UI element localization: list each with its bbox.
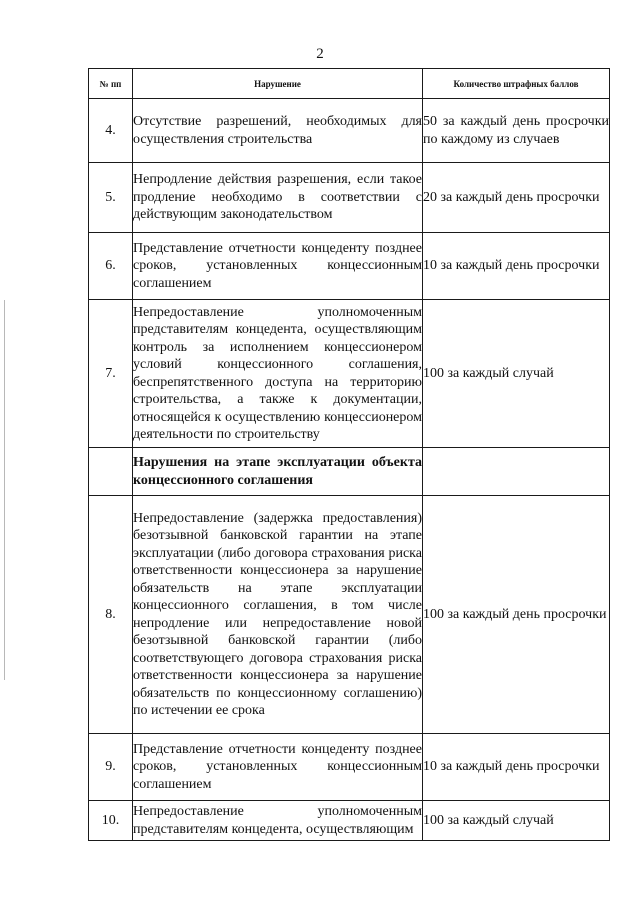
row-violation: Непредоставление (задержка предоставления) безотзывной банковской гарантии на этапе эксплуатации (либо договора страхования риска ответственности концессионера за нарушение обязательств на этапе эксплуатации концессионного соглашения, в том числе непродление или непредоставление новой безотзывной банковской гарантии (либо соответствующего договора страхования риска ответственности концессионера за нарушение обязательств по концессионному соглашению) по истечении ее срока xyxy=(133,496,423,734)
table-header-row xyxy=(89,69,610,99)
section-row xyxy=(89,448,610,496)
table-row xyxy=(89,99,610,163)
row-points: 10 за каждый день просрочки xyxy=(423,734,610,801)
header-violation: Нарушение xyxy=(133,69,423,99)
row-points: 20 за каждый день просрочки xyxy=(423,163,610,233)
section-points-cell xyxy=(423,448,610,496)
table-row xyxy=(89,801,610,841)
table-row xyxy=(89,233,610,300)
row-number: 9. xyxy=(89,734,133,801)
row-number: 10. xyxy=(89,801,133,841)
penalty-table xyxy=(88,68,610,841)
row-points: 100 за каждый день просрочки xyxy=(423,496,610,734)
row-number: 4. xyxy=(89,99,133,163)
row-violation: Представление отчетности концеденту позднее сроков, установленных концессионным соглашением xyxy=(133,734,423,801)
section-heading: Нарушения на этапе эксплуатации объекта концессионного соглашения xyxy=(133,448,423,496)
row-points: 50 за каждый день просрочки по каждому из случаев xyxy=(423,99,610,163)
table-row xyxy=(89,163,610,233)
row-points: 10 за каждый день просрочки xyxy=(423,233,610,300)
scan-edge-line xyxy=(4,300,5,680)
row-number: 8. xyxy=(89,496,133,734)
row-violation: Непредоставление уполномоченным представителям концедента, осуществляющим xyxy=(133,801,423,841)
row-number: 6. xyxy=(89,233,133,300)
page-number: 2 xyxy=(316,46,324,62)
row-number: 5. xyxy=(89,163,133,233)
row-number: 7. xyxy=(89,300,133,448)
row-violation: Непредоставление уполномоченным представителям концедента, осуществляющим контроль за исполнением концессионером условий концессионного соглашения, беспрепятственного доступа на территорию строительства, а также к документации, относящейся к осуществлению концессионером деятельности по строительству xyxy=(133,300,423,448)
row-violation: Непродление действия разрешения, если такое продление необходимо в соответствии с действующим законодательством xyxy=(133,163,423,233)
section-number-cell xyxy=(89,448,133,496)
table-row xyxy=(89,496,610,734)
row-violation: Представление отчетности концеденту позднее сроков, установленных концессионным соглашением xyxy=(133,233,423,300)
header-number: № пп xyxy=(89,69,133,99)
header-points: Количество штрафных баллов xyxy=(423,69,610,99)
table-row xyxy=(89,300,610,448)
row-points: 100 за каждый случай xyxy=(423,801,610,841)
row-violation: Отсутствие разрешений, необходимых для осуществления строительства xyxy=(133,99,423,163)
table-row xyxy=(89,734,610,801)
row-points: 100 за каждый случай xyxy=(423,300,610,448)
